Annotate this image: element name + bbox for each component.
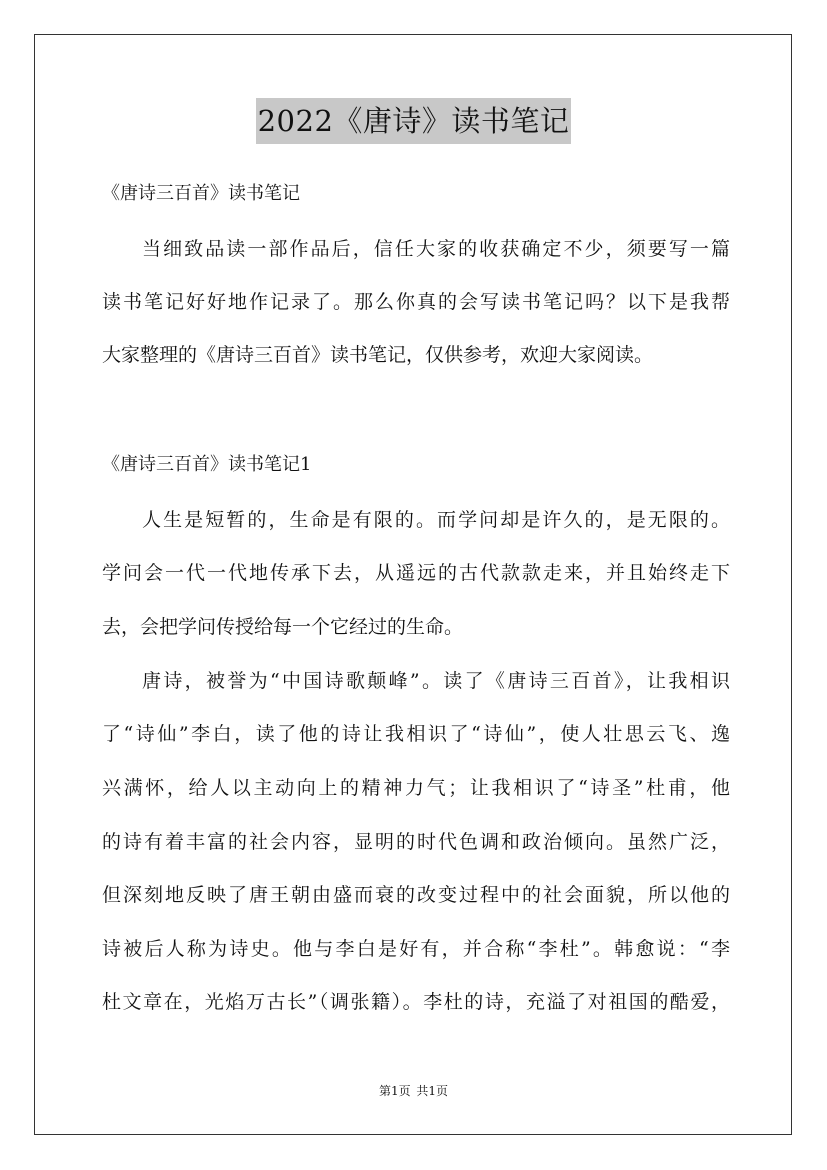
paragraph2-line-7: 杜文章在，光焰万古长”（调张籍）。李杜的诗，充溢了对祖国的酷爱， — [102, 991, 730, 1013]
paragraph2-line-5: 但深刻地反映了唐王朝由盛而衰的改变过程中的社会面貌，所以他的 — [102, 884, 730, 906]
section-heading: 《唐诗三百首》读书笔记1 — [102, 454, 312, 475]
paragraph2-line-3: 兴满怀，给人以主动向上的精神力气；让我相识了“诗圣”杜甫，他 — [102, 777, 730, 799]
paragraph2-line-6: 诗被后人称为诗史。他与李白是好有，并合称“李杜”。韩愈说：“李 — [102, 938, 730, 960]
paragraph1-line-3: 去，会把学问传授给每一个它经过的生命。 — [102, 616, 464, 638]
document-title: 2022《唐诗》读书笔记 — [256, 98, 572, 144]
paragraph1-line-2: 学问会一代一代地传承下去，从遥远的古代款款走来，并且始终走下 — [102, 562, 730, 584]
paragraph2-line-2: 了“诗仙”李白，读了他的诗让我相识了“诗仙”，使人壮思云飞、逸 — [102, 723, 730, 745]
subtitle: 《唐诗三百首》读书笔记 — [102, 183, 300, 204]
page-footer: 第1页 共1页 — [378, 1084, 449, 1098]
intro-line-3: 大家整理的《唐诗三百首》读书笔记，仅供参考，欢迎大家阅读。 — [102, 344, 654, 366]
paragraph2-line-1: 唐诗，被誉为“中国诗歌颠峰”。读了《唐诗三百首》，让我相识 — [142, 670, 730, 692]
paragraph2-line-4: 的诗有着丰富的社会内容，显明的时代色调和政治倾向。虽然广泛， — [102, 831, 730, 853]
paragraph1-line-1: 人生是短暂的，生命是有限的。而学问却是许久的，是无限的。 — [142, 509, 730, 531]
title-container — [0, 98, 827, 144]
intro-line-1: 当细致品读一部作品后，信任大家的收获确定不少，须要写一篇 — [142, 238, 730, 260]
intro-line-2: 读书笔记好好地作记录了。那么你真的会写读书笔记吗？以下是我帮 — [102, 291, 730, 313]
